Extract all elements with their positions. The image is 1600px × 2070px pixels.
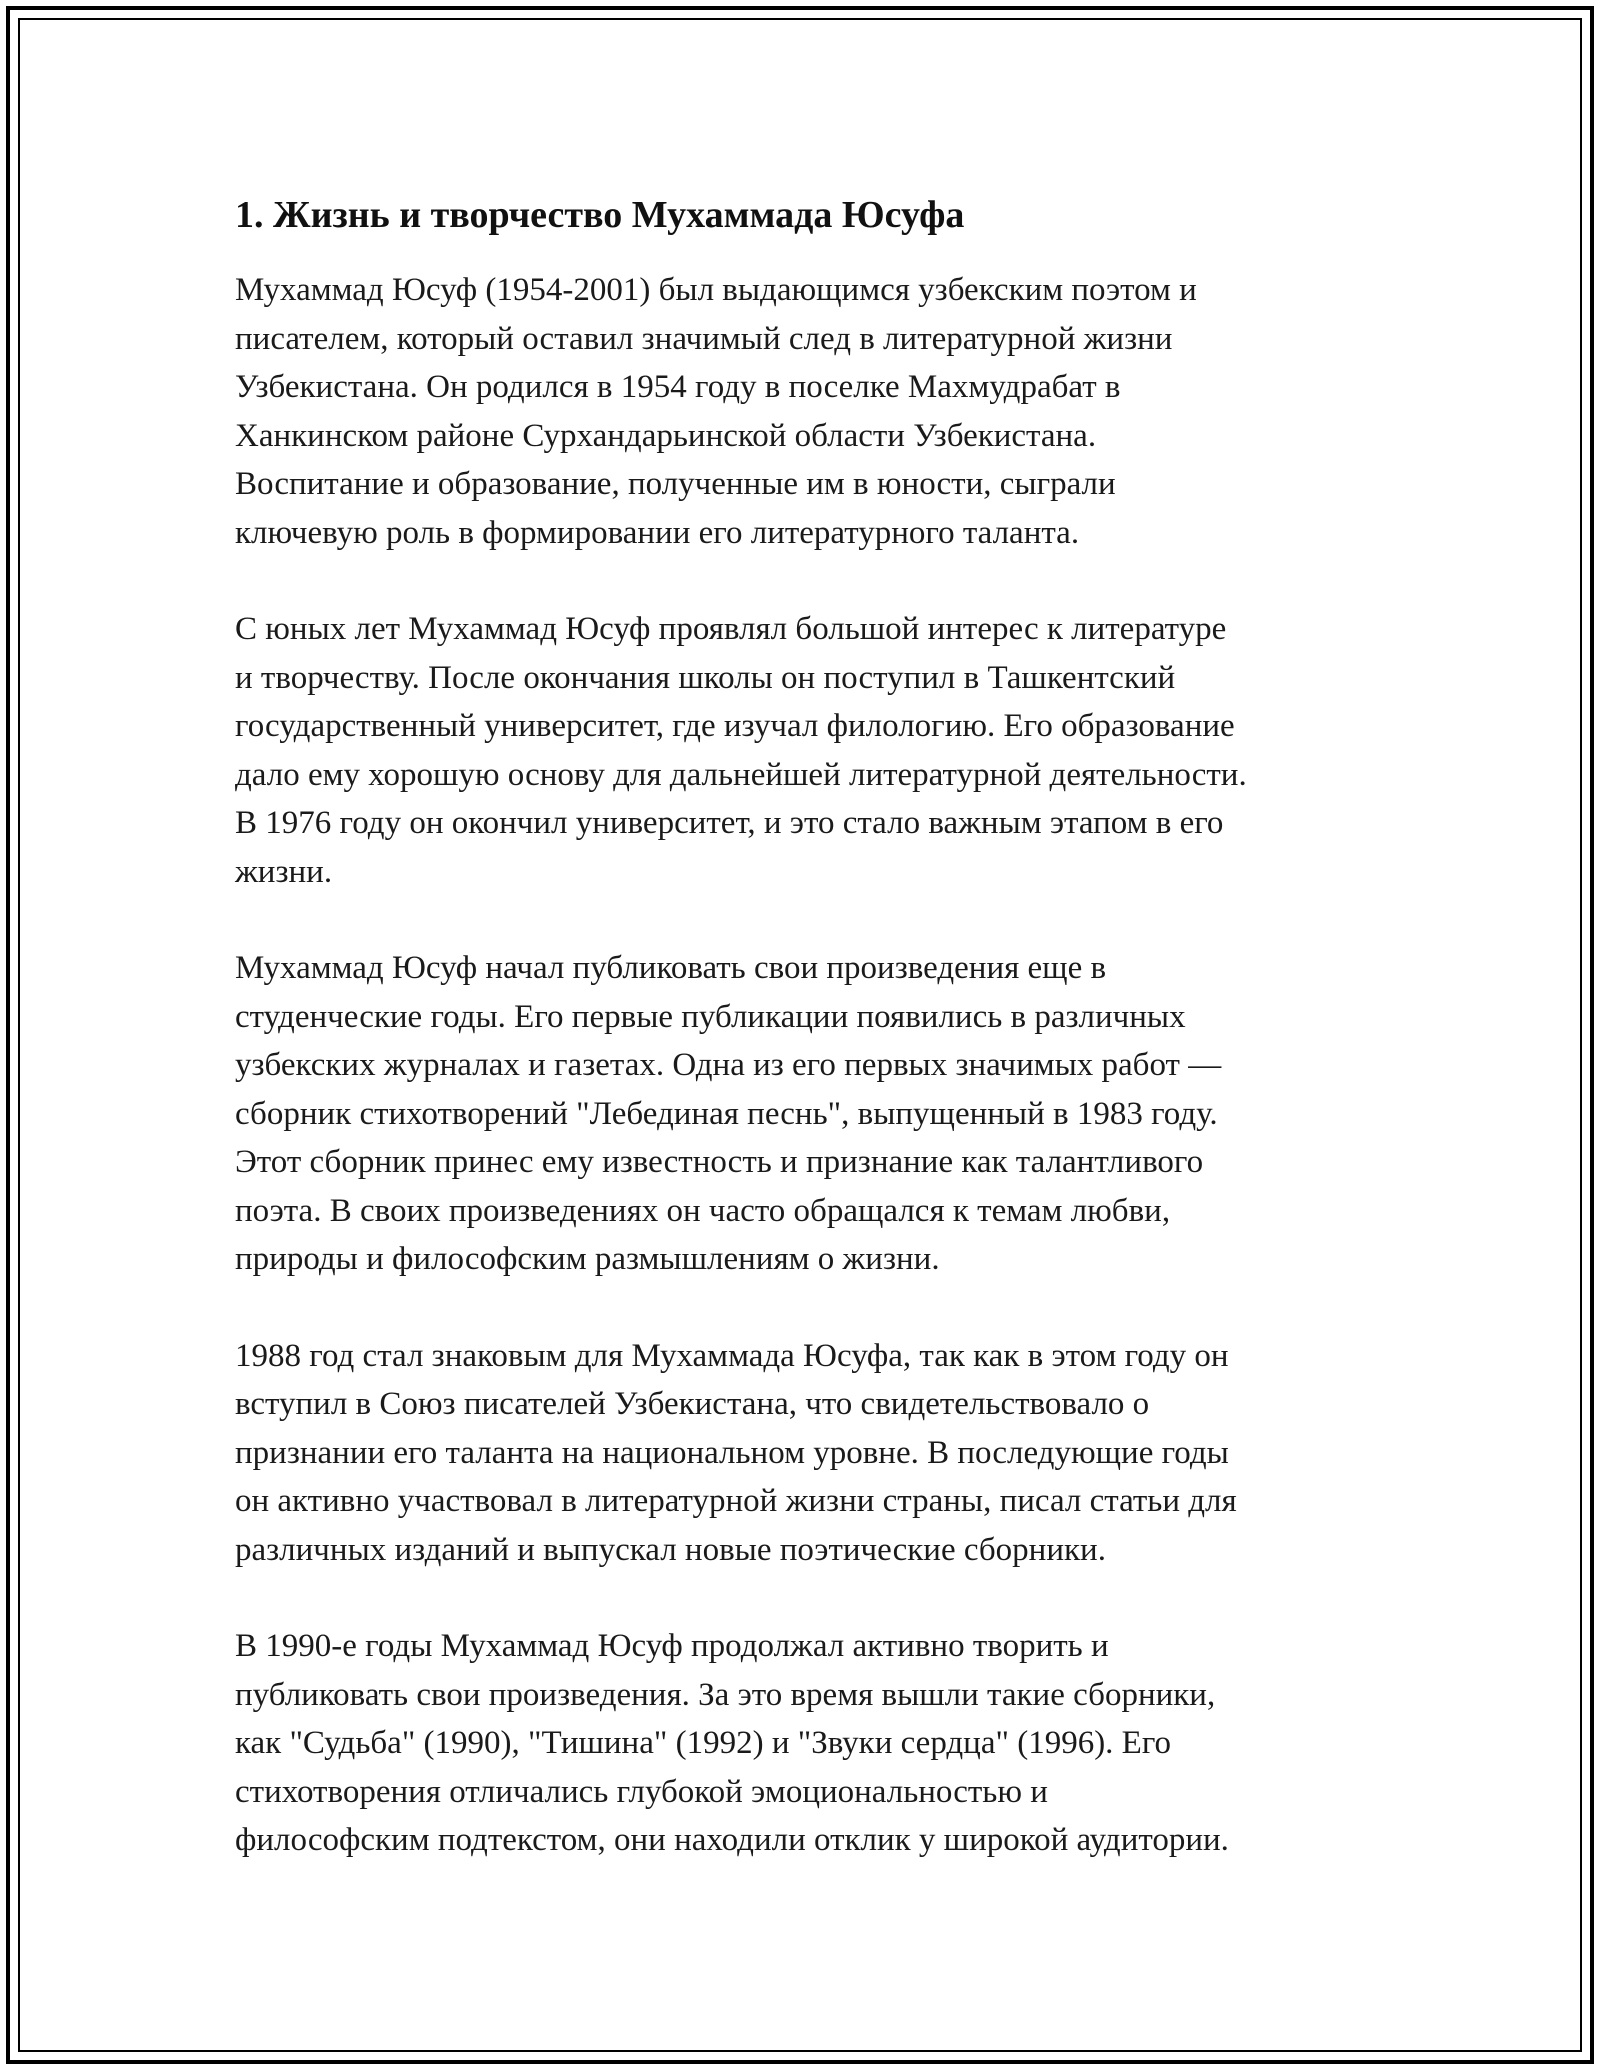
paragraph-line: вступил в Союз писателей Узбекистана, что свидетельствовало о xyxy=(235,1386,1150,1422)
paragraph-5 xyxy=(235,1622,1385,1865)
paragraph-line: стихотворения отличались глубокой эмоциональностью и xyxy=(235,1773,1048,1810)
paragraph-1 xyxy=(235,266,1385,557)
paragraph-line: Мухаммад Юсуф начал публиковать свои произведения еще в xyxy=(235,950,1107,986)
paragraph-line: Узбекистана. Он родился в 1954 году в поселке Махмудрабат в xyxy=(235,369,1121,405)
paragraph-line: он активно участвовал в литературной жизни страны, писал статьи для xyxy=(235,1483,1237,1519)
paragraph-line: ключевую роль в формировании его литературного таланта. xyxy=(235,514,1080,551)
paragraph-2 xyxy=(235,605,1385,896)
paragraph-line: и творчеству. После окончания школы он поступил в Ташкентский xyxy=(235,659,1176,696)
paragraph-line: сборник стихотворений "Лебединая песнь", выпущенный в 1983 году. xyxy=(235,1095,1218,1132)
paragraph-line: писателем, который оставил значимый след в литературной жизни xyxy=(235,320,1173,357)
paragraph-line: С юных лет Мухаммад Юсуф проявлял большой интерес к литературе xyxy=(235,611,1227,647)
paragraph-line: философским подтекстом, они находили отклик у широкой аудитории. xyxy=(235,1822,1229,1858)
paragraph-3 xyxy=(235,944,1385,1284)
paragraph-line: поэта. В своих произведениях он часто обращался к темам любви, xyxy=(235,1192,1171,1229)
paragraph-line: жизни. xyxy=(235,853,333,890)
paragraph-line: узбекских журналах и газетах. Одна из его первых значимых работ — xyxy=(235,1047,1222,1083)
paragraph-line: В 1976 году он окончил университет, и это стало важным этапом в его xyxy=(235,805,1224,841)
paragraph-line: студенческие годы. Его первые публикации появились в различных xyxy=(235,998,1186,1035)
paragraph-line: Этот сборник принес ему известность и признание как талантливого xyxy=(235,1144,1204,1180)
paragraph-line: Ханкинском районе Сурхандарьинской области Узбекистана. xyxy=(235,417,1097,454)
paragraph-line: дало ему хорошую основу для дальнейшей литературной деятельности. xyxy=(235,756,1247,793)
paragraph-line: государственный университет, где изучал филологию. Его образование xyxy=(235,708,1235,744)
section-heading: 1. Жизнь и творчество Мухаммада Юсуфа xyxy=(235,194,965,236)
paragraph-line: Воспитание и образование, полученные им в юности, сыграли xyxy=(235,466,1116,502)
paragraph-line: природы и философским размышлениям о жизни. xyxy=(235,1241,940,1277)
paragraph-line: 1988 год стал знаковым для Мухаммада Юсуфа, так как в этом году он xyxy=(235,1337,1229,1374)
paragraph-4 xyxy=(235,1332,1385,1575)
paragraph-line: В 1990-е годы Мухаммад Юсуф продолжал активно творить и xyxy=(235,1628,1109,1664)
paragraph-line: Мухаммад Юсуф (1954-2001) был выдающимся узбекским поэтом и xyxy=(235,272,1197,308)
paragraph-line: как "Судьба" (1990), "Тишина" (1992) и "Звуки сердца" (1996). Его xyxy=(235,1725,1172,1761)
paragraph-line: публиковать свои произведения. За это время вышли такие сборники, xyxy=(235,1676,1216,1713)
paragraph-line: признании его таланта на национальном уровне. В последующие годы xyxy=(235,1434,1229,1471)
document-body xyxy=(235,186,1385,1913)
paragraph-line: различных изданий и выпускал новые поэтические сборники. xyxy=(235,1531,1106,1568)
